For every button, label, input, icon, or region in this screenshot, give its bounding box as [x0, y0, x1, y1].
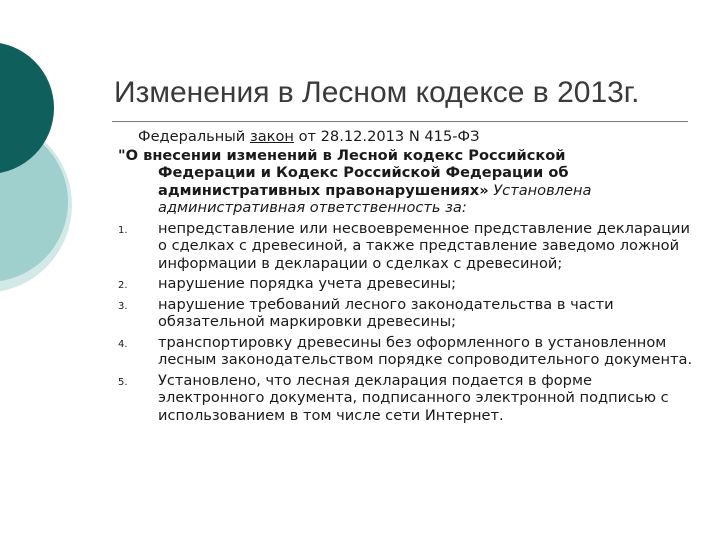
law-number: от 28.12.2013 N 415-ФЗ: [298, 128, 480, 145]
item-text: непредставление или несвоевременное представление декларации о сделках с древесиной, а также представление заведомо ложной информации в декларации о сделках с древесиной;: [158, 219, 691, 272]
list-item: [118, 334, 698, 369]
law-intro: [118, 147, 698, 217]
title-divider: [112, 121, 688, 122]
intro-italic: Установлена административная ответственность за:: [158, 181, 592, 216]
list-item: [118, 372, 698, 425]
item-number: 4.: [118, 338, 128, 350]
law-prefix: Федеральный: [138, 128, 246, 145]
list-item: [118, 275, 698, 293]
item-text: нарушение порядка учета древесины;: [158, 275, 457, 292]
list-item: [118, 296, 698, 331]
slide-title: Изменения в Лесном кодексе в 2013г.: [114, 76, 640, 109]
law-link[interactable]: закон: [249, 128, 294, 145]
decorative-circles: [0, 0, 120, 300]
item-number: 3.: [118, 300, 128, 312]
item-text: транспортировку древесины без оформленного в установленном лесным законодательством порядке сопроводительного документа.: [158, 333, 693, 368]
intro-bold: Федерации и Кодекс Российской Федерации об административных правонарушениях»: [158, 164, 569, 199]
intro-title-line: "О внесении изменений в Лесной кодекс Российской: [118, 146, 566, 164]
item-text: Установлено, что лесная декларация подается в форме электронного документа, подписанного электронной подписью с использованием в том числе сети Интернет.: [158, 371, 669, 424]
slide-body: [118, 128, 698, 424]
violations-list: [118, 220, 698, 425]
item-text: нарушение требований лесного законодательства в части обязательной маркировки древесины;: [158, 295, 614, 330]
item-number: 5.: [118, 376, 128, 388]
intro-continuation: [118, 164, 698, 217]
item-number: 1.: [118, 224, 128, 236]
law-reference: [118, 128, 698, 146]
list-item: [118, 220, 698, 273]
item-number: 2.: [118, 280, 128, 291]
